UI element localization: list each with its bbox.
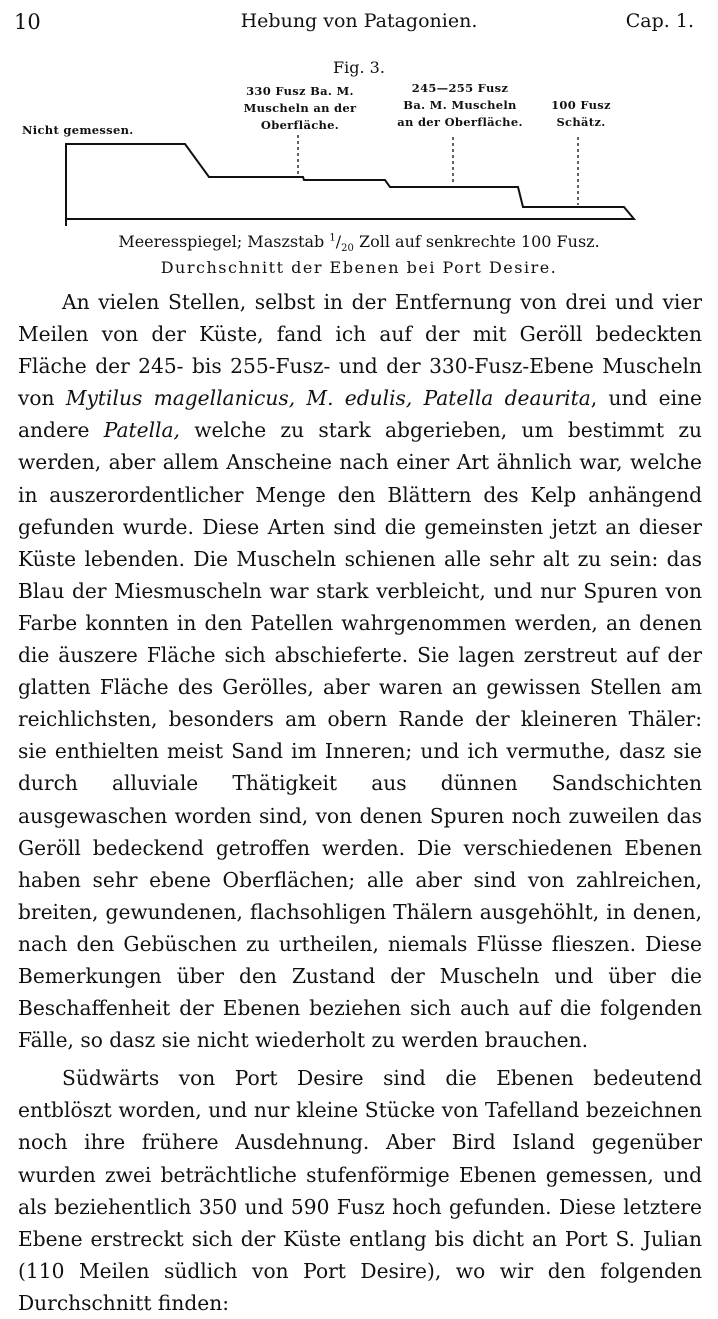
- caption-scale-prefix: Meeresspiegel; Maszstab: [118, 232, 330, 251]
- page-number: 10: [14, 10, 41, 34]
- annotation-100-line-1: 100 Fusz: [551, 98, 611, 112]
- body-text: [18, 286, 702, 1319]
- annotation-330-line-2: Muscheln an der: [243, 101, 357, 115]
- caption-fraction-denominator: 20: [341, 243, 354, 255]
- paragraph-1-part-1: An vielen Stellen, selbst in der Entfernung von drei und vier Meilen von der Küste, fand ich auf der mit Geröll bedeckten Fläche der 245- bis 255-Fusz- und der 330-Fusz-Ebene Muscheln von: [18, 290, 702, 411]
- annotation-245-line-3: an der Oberfläche.: [397, 115, 523, 129]
- annotation-330-line-1: 330 Fusz Ba. M.: [246, 84, 354, 98]
- figure-caption-scale: Meeresspiegel; Maszstab $^1/_{20}$ Zoll auf senkrechte 100 Fusz.: [118, 232, 600, 255]
- annotation-245-line-1: 245—255 Fusz: [411, 81, 509, 95]
- chapter-label: Cap. 1.: [625, 10, 694, 32]
- caption-fraction-numerator: 1: [329, 232, 336, 244]
- annotation-245-line-2: Ba. M. Muscheln: [403, 98, 517, 112]
- paragraph-2: Südwärts von Port Desire sind die Ebenen bedeutend entblöszt worden, und nur kleine Stücke von Tafelland bezeichnen noch ihre frühere Ausdehnung. Aber Bird Island gegenüber wurden zwei beträchtliche stufenförmige Ebenen gemessen, und als beziehentlich 350 und 590 Fusz hoch gefunden. Diese letztere Ebene erstreckt sich der Küste entlang bis dicht an Port S. Julian (110 Meilen südlich von Port Desire), wo wir den folgenden Durchschnitt finden:: [18, 1066, 702, 1315]
- page-header: [14, 10, 704, 38]
- species-patella: Patella,: [103, 418, 180, 443]
- annotation-330-line-3: Oberfläche.: [260, 118, 340, 132]
- annotation-not-measured: Nicht gemessen.: [22, 123, 134, 137]
- species-names: Mytilus magellanicus, M. edulis, Patella deaurita: [65, 386, 591, 411]
- running-title: Hebung von Patagonien.: [240, 10, 478, 32]
- paragraph-1: [18, 286, 702, 1056]
- paragraph-1-part-3: welche zu stark abgerieben, um bestimmt zu werden, aber allem Anscheine nach einer Art ähnlich war, welche in auszerordentlicher Menge den Blättern des Kelp anhängend gefunden wurde. Diese Arten sind die gemeinsten jetzt an dieser Küste lebenden. Die Muscheln schienen alle sehr alt zu sein: das Blau der Miesmuscheln war stark verbleicht, und nur Spuren von Farbe konnten in den Patellen wahrgenommen werden, an denen die äuszere Fläche sich abschieferte. Sie lagen zerstreut auf der glatten Fläche des Gerölles, aber waren an gewissen Stellen am reichlichsten, besonders am obern Rande der kleineren Thäler: sie enthielten meist Sand im Inneren; und ich vermuthe, dasz sie durch alluviale Thätigkeit aus dünnen Sandschichten ausgewaschen worden sind, von denen Spuren noch zuweilen das Geröll bedeckend getroffen werden. Die verschiedenen Ebenen haben sehr ebene Oberflächen; alle aber sind von zahlreichen, breiten, gewundenen, flachsohligen Thälern ausgehöhlt, in denen, nach den Gebüschen zu urtheilen, niemals Flüsse flieszen. Diese Bemerkungen über den Zustand der Muscheln und über die Beschaffenheit der Ebenen beziehen sich auch auf die folgenden Fälle, so dasz sie nicht wiederholt zu werden brauchen.: [18, 418, 702, 1053]
- figure-caption-title: Durchschnitt der Ebenen bei Port Desire.: [160, 258, 558, 277]
- paragraph-1-part-2: , und eine andere: [18, 386, 702, 443]
- figure-3: [0, 50, 718, 280]
- figure-label: Fig. 3.: [333, 58, 385, 77]
- profile-outline: [66, 144, 634, 226]
- caption-scale-suffix: Zoll auf senkrechte 100 Fusz.: [353, 232, 600, 251]
- annotation-100-line-2: Schätz.: [556, 115, 606, 129]
